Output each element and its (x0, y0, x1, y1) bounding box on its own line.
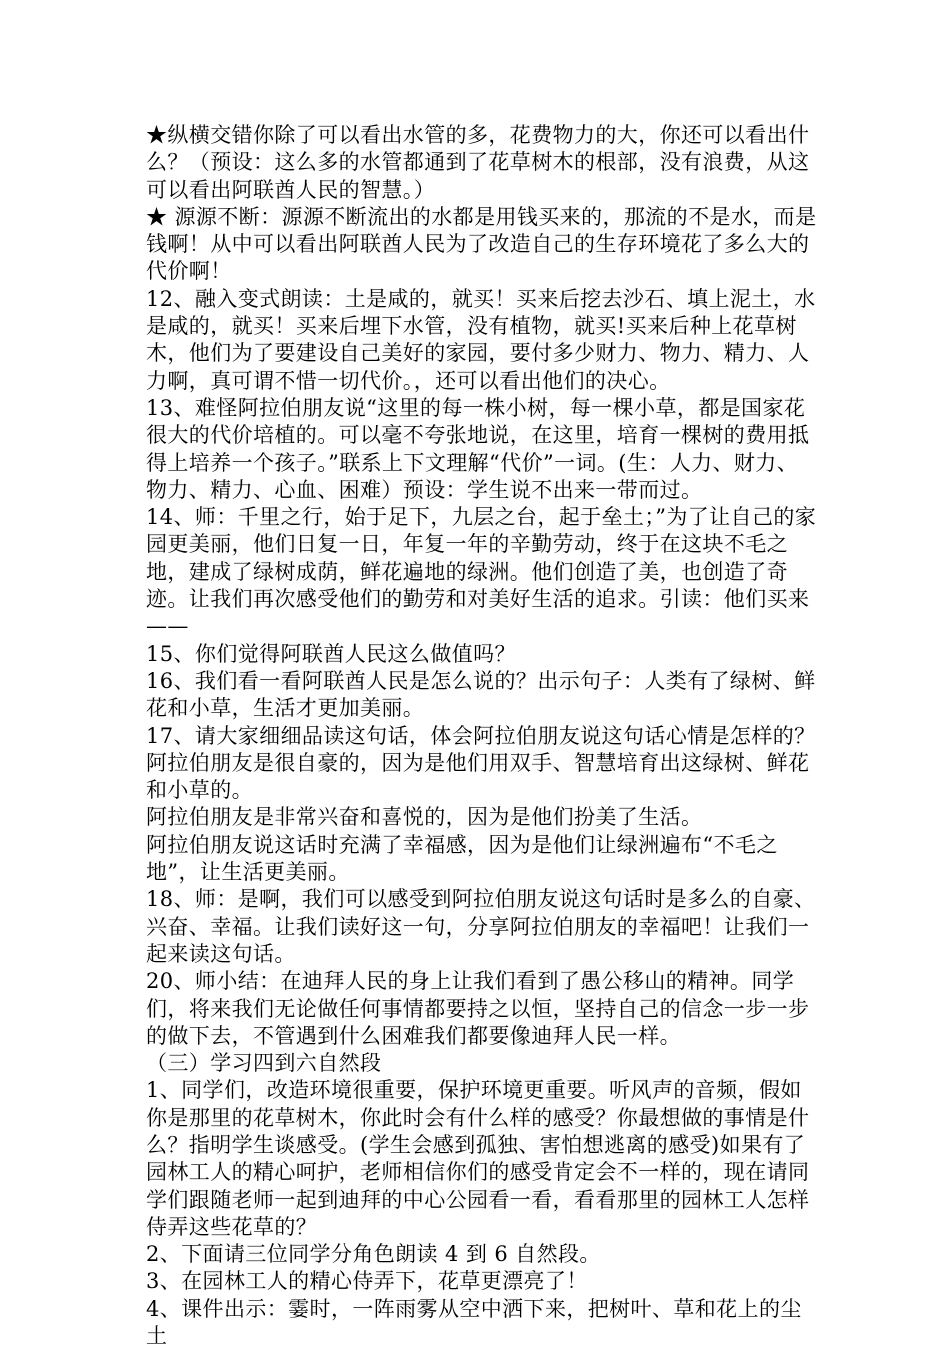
document-body (146, 122, 818, 1350)
paragraph-excited: 阿拉伯朋友是非常兴奋和喜悦的，因为是他们扮美了生活。 (146, 805, 703, 830)
paragraph-endless-water: ★ 源源不断：源源不断流出的水都是用钱买来的，那流的不是水，而是钱啊！从中可以看出阿联酋人民为了改造自己的生存环境花了多么大的代价啊！ (146, 204, 817, 284)
paragraph-1-environment: 1、同学们，改造环境很重要，保护环境更重要。听风声的音频，假如你是那里的花草树木，你此时会有什么样的感受？你最想做的事情是什么？指明学生谈感受。(学生会感到孤独、害怕想逃离的感受)如果有了园林工人的精心呵护，老师相信你们的感受肯定会不一样的，现在请同学们跟随老师一起到迪拜的中心公园看一看，看看那里的园林工人怎样侍弄这些花草的？ (146, 1078, 810, 1239)
paragraph-15-question: 15、你们觉得阿联酋人民这么做值吗？ (146, 641, 516, 666)
paragraph-17-feeling: 17、请大家细细品读这句话，体会阿拉伯朋友说这句话心情是怎样的？阿拉伯朋友是很自豪的，因为是他们用双手、智慧培育出这绿树、鲜花和小草的。 (146, 723, 816, 803)
paragraph-13-cost: 13、难怪阿拉伯朋友说“这里的每一株小树，每一棵小草，都是国家花很大的代价培植的。可以毫不夸张地说，在这里，培育一棵树的费用抵得上培养一个孩子。”联系上下文理解“代价”一词。(生：人力、财力、物力、精力、心血、困难）预设：学生说不出来一带而过。 (146, 395, 810, 502)
paragraph-14-teacher: 14、师：千里之行，始于足下，九层之台，起于垒土；”为了让自己的家园更美丽，他们日复一日，年复一年的辛勤劳动，终于在这块不毛之地，建成了绿树成荫，鲜花遍地的绿洲。他们创造了美，也创造了奇迹。让我们再次感受他们的勤劳和对美好生活的追求。引读：他们买来—— (146, 505, 817, 639)
paragraph-2-role-reading: 2、下面请三位同学分角色朗读 4 到 6 自然段。 (146, 1242, 601, 1267)
paragraph-crisscross-pipes: ★纵横交错你除了可以看出水管的多，花费物力的大，你还可以看出什么？（预设：这么多的水管都通到了花草树木的根部，没有浪费，从这可以看出阿联酋人民的智慧。） (146, 123, 810, 202)
paragraph-12-variant-reading: 12、融入变式朗读：土是咸的，就买！买来后挖去沙石、填上泥土，水是咸的，就买！买来后埋下水管，没有植物，就买!买来后种上花草树木，他们为了要建设自己美好的家园，要付多少财力、物力、精力、人力啊，真可谓不惜一切代价。，还可以看出他们的决心。 (146, 286, 816, 393)
paragraph-4-courseware: 4、课件出示：霎时，一阵雨雾从空中洒下来，把树叶、草和花上的尘土 (146, 1296, 802, 1349)
paragraph-happiness: 阿拉伯朋友说这话时充满了幸福感，因为是他们让绿洲遍布“不毛之地”，让生活更美丽。 (146, 832, 778, 885)
paragraph-16-sentence: 16、我们看一看阿联酋人民是怎么说的？出示句子：人类有了绿树、鲜花和小草，生活才更加美丽。 (146, 668, 816, 721)
paragraph-3-gardeners: 3、在园林工人的精心侍弄下，花草更漂亮了！ (146, 1269, 588, 1294)
paragraph-18-teacher: 18、师：是啊，我们可以感受到阿拉伯朋友说这句话时是多么的自豪、兴奋、幸福。让我们读好这一句，分享阿拉伯朋友的幸福吧！让我们一起来读这句话。 (146, 887, 816, 966)
paragraph-20-summary: 20、师小结：在迪拜人民的身上让我们看到了愚公移山的精神。同学们，将来我们无论做任何事情都要持之以恒，坚持自己的信念一步一步的做下去，不管遇到什么困难我们都要像迪拜人民一样。 (146, 969, 810, 1048)
section-heading-3: （三）学习四到六自然段 (146, 1051, 382, 1076)
